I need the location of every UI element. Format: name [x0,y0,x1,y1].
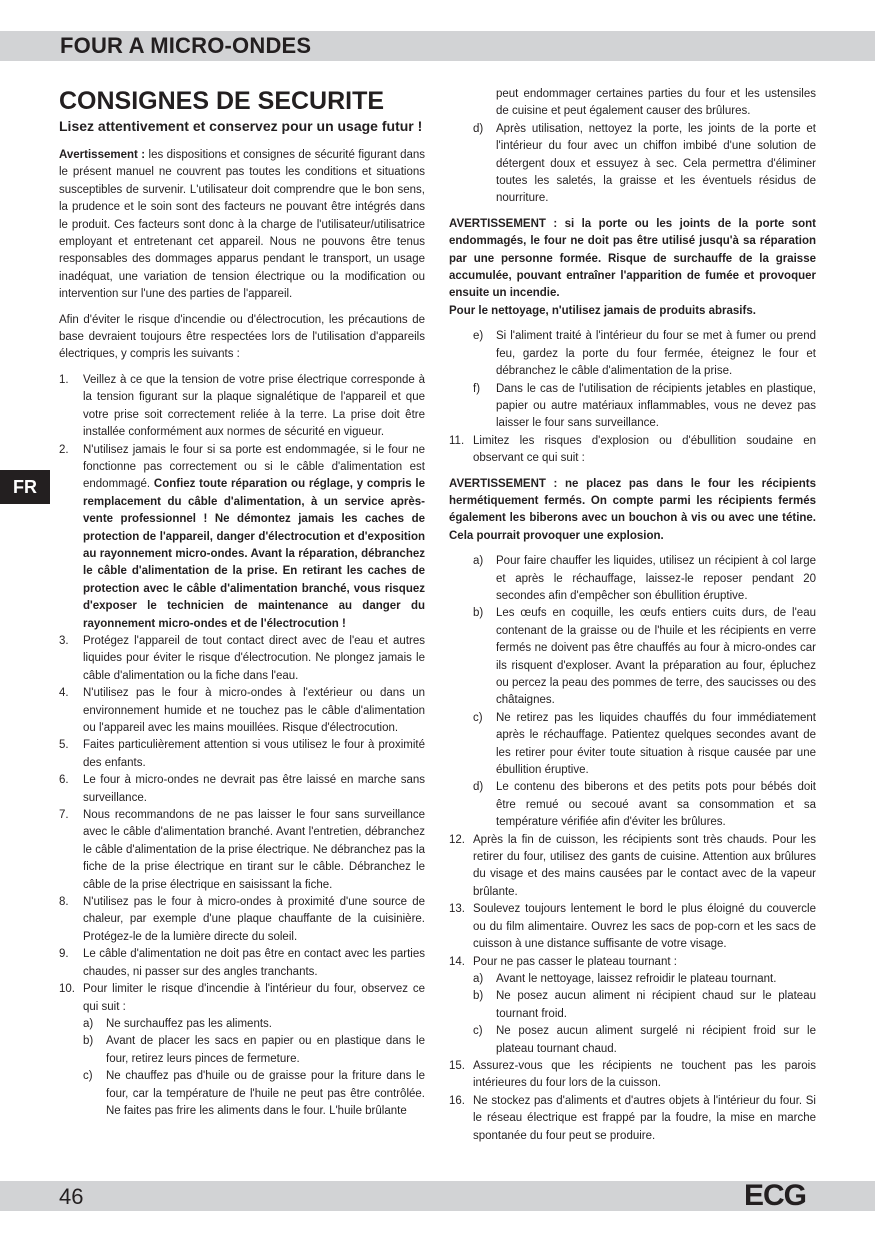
item-text: N'utilisez pas le four à micro-ondes à l'extérieur ou dans un environnement humide et ne touchez pas le câble d'alimentation ou l'appareil avec les mains mouillées. Risque d'électrocution. [83,687,425,734]
list-item [449,832,816,902]
right-column [449,86,816,1145]
sub-item [449,1023,816,1058]
sub-item-text: Dans le cas de l'utilisation de récipients jetables en plastique, papier ou autre matériaux inflammables, vous ne devez pas laisser le four sans surveillance. [496,382,816,430]
list-item [59,685,425,737]
sub-item-text: Les œufs en coquille, les œufs entiers cuits durs, de l'eau contenant de la graisse ou de l'huile et les récipients en verre fermés ne doivent pas être chauffés au four à micro-ondes car ils risquent d'exploser. Avant la préparation au four, épluchez ou percez la peau des pommes de terre, des saucisses ou des châtaignes. [496,607,816,707]
item-number: 10. [59,983,75,996]
sub-item-text: Pour faire chauffer les liquides, utilisez un récipient à col large et après le réchauffage, laissez-le reposer pendant 20 secondes afin d'empêcher son ébullition éruptive. [496,555,816,602]
section-subheading: Lisez attentivement et conservez pour un usage futur ! [59,118,423,134]
item-number: 15. [449,1059,465,1072]
warning-block: AVERTISSEMENT : ne placez pas dans le four les récipients hermétiquement fermés. On compte parmi les récipients fermés également les biberons avec un bouchon à vis ou avec une tétine. Cela pourrait provoquer une explosion. [449,477,816,542]
list-item [449,1093,816,1145]
warning-block: AVERTISSEMENT : si la porte ou les joints de la porte sont endommagés, le four ne doit pas être utilisé jusqu'à sa réparation par une personne formée. Risque de surchauffe de la graisse accumulée, pouvant entraîner l'apparition de fumée et provoquer ensuite un incendie. [449,217,816,300]
sub-item-letter: e) [473,330,484,343]
sub-item-continuation: peut endommager certaines parties du four et les ustensiles de cuisine et peut également causer des brûlures. [496,88,816,118]
sub-item-letter: a) [473,555,484,568]
item-number: 11. [449,434,465,447]
sub-item-letter: d) [473,781,484,794]
sub-item-letter: c) [473,711,483,724]
sub-item [449,605,816,709]
sub-item [449,121,816,208]
sub-item [59,1068,425,1120]
sub-item [449,710,816,780]
list-item [59,807,425,894]
item-number: 2. [59,443,69,456]
list-item [449,954,816,971]
sub-item-text: Après utilisation, nettoyez la porte, les joints de la porte et l'intérieur du four avec un chiffon imbibé d'une solution de détergent doux et essuyez à sec. Cela permettra d'éliminer toutes les saletés, la graisse et les éventuels résidus de nourriture. [496,122,816,205]
item-number: 12. [449,833,465,846]
item-text: Le câble d'alimentation ne doit pas être en contact avec les parties chaudes, ni passer sur des angles tranchants. [83,948,425,978]
list-item [449,901,816,953]
list-item [59,981,425,1016]
item-number: 5. [59,739,69,752]
item-text: Après la fin de cuisson, les récipients sont très chauds. Pour les retirer du four, utilisez des gants de cuisine. Attention aux brûlures du visage et des mains causées par le contact avec de la vapeur brûlante. [473,833,816,898]
sub-item-text: Ne posez aucun aliment surgelé ni récipient froid sur le plateau tournant chaud. [496,1025,816,1055]
item-number: 8. [59,896,69,909]
sub-item-text: Si l'aliment traité à l'intérieur du four se met à fumer ou prend feu, gardez la porte du four fermée, éteignez le four et débranchez le câble d'alimentation de la prise. [496,330,816,378]
item-number: 1. [59,373,69,386]
list-item [59,442,425,633]
left-column [59,86,425,1120]
sub-item [59,1033,425,1068]
list-item [449,433,816,468]
sub-item-letter: a) [473,972,484,985]
warning-text: les dispositions et consignes de sécurité figurant dans le présent manuel ne couvrent pas toutes les conditions et situations susceptibles de survenir. L'utilisateur doit comprendre que le bon sens, la prudence et le soin sont des facteurs ne pouvant être intégrés dans le produit. Ces facteurs sont donc à la charge de l'utilisateur/utilisatrice employant et entretenant cet appareil. Nous ne pouvons être tenus responsables des dommages apparus pendant le transport, un usage inadéquat, une variation de tension électrique ou la modification ou intervention sur l'une des parties de l'appareil. [59,149,426,301]
item-text: Ne stockez pas d'aliments et d'autres objets à l'intérieur du four. Si le réseau électrique est frappé par la foudre, la mise en marche spontanée du four peut se produire. [473,1094,816,1142]
cleaning-note: Pour le nettoyage, n'utilisez jamais de produits abrasifs. [449,304,756,317]
item-text: Pour ne pas casser le plateau tournant : [473,955,677,968]
item-text: Pour limiter le risque d'incendie à l'intérieur du four, observez ce qui suit : [83,983,425,1013]
sub-item-text: Ne surchauffez pas les aliments. [106,1017,272,1030]
sub-item-letter: b) [473,607,484,620]
sub-item-text: Ne chauffez pas d'huile ou de graisse pour la friture dans le four, car la température de l'huile ne peut pas être contrôlée. Ne faites pas frire les aliments dans le four. L'huile brûlante [106,1070,425,1117]
sub-item-letter: a) [83,1017,94,1030]
sub-item [449,988,816,1023]
sub-item [449,328,816,380]
item-text: Protégez l'appareil de tout contact direct avec de l'eau et autres liquides pour éviter le risque d'électrocution. Ne plongez jamais le câble d'alimentation ou la fiche dans l'eau. [83,634,425,682]
item-number: 3. [59,634,69,647]
item-text: N'utilisez pas le four à micro-ondes à proximité d'une source de chaleur, par exemple d'une plaque chauffante de la cuisinière. Protégez-le de la lumière directe du soleil. [83,896,425,943]
item-bold-text: Confiez toute réparation ou réglage, y compris le remplacement du câble d'alimentation, à un service après-vente professionnel ! Ne démontez jamais les caches de protection de l'appareil, danger d'électrocution et d'exposition au rayonnement micro-ondes. Avant la réparation, débranchez le câble d'alimentation de la prise. En retirant les caches de protection avec le câble d'alimentation branché, vous risquez d'exposer le technicien de maintenance au danger du rayonnement micro-ondes et de l'électrocution ! [83,478,425,630]
sub-item [449,553,816,605]
item-number: 4. [59,687,69,700]
item-text: Nous recommandons de ne pas laisser le four sans surveillance avec le câble d'alimentation branché. Avant l'entretien, débranchez le câble d'alimentation de la prise électrique. Ne débranchez pas la fiche de la prise électrique en tirant sur le câble. Débranchez le câble de la prise électrique en saisissant la fiche. [83,809,425,891]
list-item [59,372,425,442]
page-header-title: FOUR A MICRO-ONDES [60,33,312,58]
sub-item [449,971,816,988]
item-number: 13. [449,903,465,916]
item-number: 6. [59,774,69,787]
sub-item-text: Avant de placer les sacs en papier ou en plastique dans le four, retirez leurs pinces de fermeture. [106,1035,425,1065]
item-text: Veillez à ce que la tension de votre prise électrique corresponde à la tension figurant sur la plaque signalétique de l'appareil et que votre prise soit correctement reliée à la terre. La prise doit être installée conformément aux normes de sécurité en vigueur. [83,373,425,439]
list-item [59,737,425,772]
list-item [59,894,425,946]
item-text: Limitez les risques d'explosion ou d'ébullition soudaine en observant ce qui suit : [473,434,816,465]
sub-item-text: Ne retirez pas les liquides chauffés du four immédiatement après le réchauffage. Patientez quelques secondes avant de les retirer pour éviter toute situation à risque causée par une ébullition éruptive. [496,711,816,777]
sub-item-letter: d) [473,122,484,135]
sub-item [449,381,816,433]
intro-paragraph: Afin d'éviter le risque d'incendie ou d'électrocution, les précautions de base devraient toujours être respectées lors de l'utilisation d'appareils électriques, y compris les suivants : [59,313,425,361]
sub-item [59,1016,425,1033]
list-item [449,1058,816,1093]
sub-item-letter: b) [473,990,484,1003]
sub-item [449,779,816,831]
sub-item-letter: c) [83,1070,93,1083]
warning-label: Avertissement : [59,149,146,161]
item-number: 14. [449,955,465,968]
language-label: FR [13,476,37,497]
brand-logo: ECG [744,1179,807,1212]
item-number: 16. [449,1094,465,1107]
list-item [59,772,425,807]
warning-paragraph [59,147,425,304]
item-text: N'utilisez jamais le four si sa porte est endommagée, si le four ne fonctionne pas correctement ou si le câble d'alimentation est endommagé. [83,443,425,491]
item-number: 9. [59,948,69,961]
item-number: 7. [59,809,69,822]
item-text: Faites particulièrement attention si vous utilisez le four à proximité des enfants. [83,739,425,769]
sub-item-letter: c) [473,1025,483,1038]
sub-item-text: Ne posez aucun aliment ni récipient chaud sur le plateau tournant froid. [496,990,816,1020]
page-number: 46 [59,1184,84,1209]
item-text: Le four à micro-ondes ne devrait pas être laissé en marche sans surveillance. [83,774,425,804]
sub-item-text: Avant le nettoyage, laissez refroidir le plateau tournant. [496,972,777,985]
item-text: Soulevez toujours lentement le bord le plus éloigné du couvercle ou du film alimentaire. Ouvrez les sacs de pop-corn et les sacs de cuisson à une distance suffisante de votre visage. [473,903,816,951]
language-tab [0,470,50,504]
sub-item-letter: b) [83,1035,94,1048]
list-item [59,633,425,685]
list-item [59,946,425,981]
sub-item-letter: f) [473,382,481,395]
sub-item-text: Le contenu des biberons et des petits pots pour bébés doit être remué ou secoué avant sa consommation et sa température vérifiée afin d'éviter les brûlures. [496,781,816,829]
item-text: Assurez-vous que les récipients ne touchent pas les parois intérieures du four lors de la cuisson. [473,1059,816,1090]
section-heading: CONSIGNES DE SECURITE [59,87,385,115]
